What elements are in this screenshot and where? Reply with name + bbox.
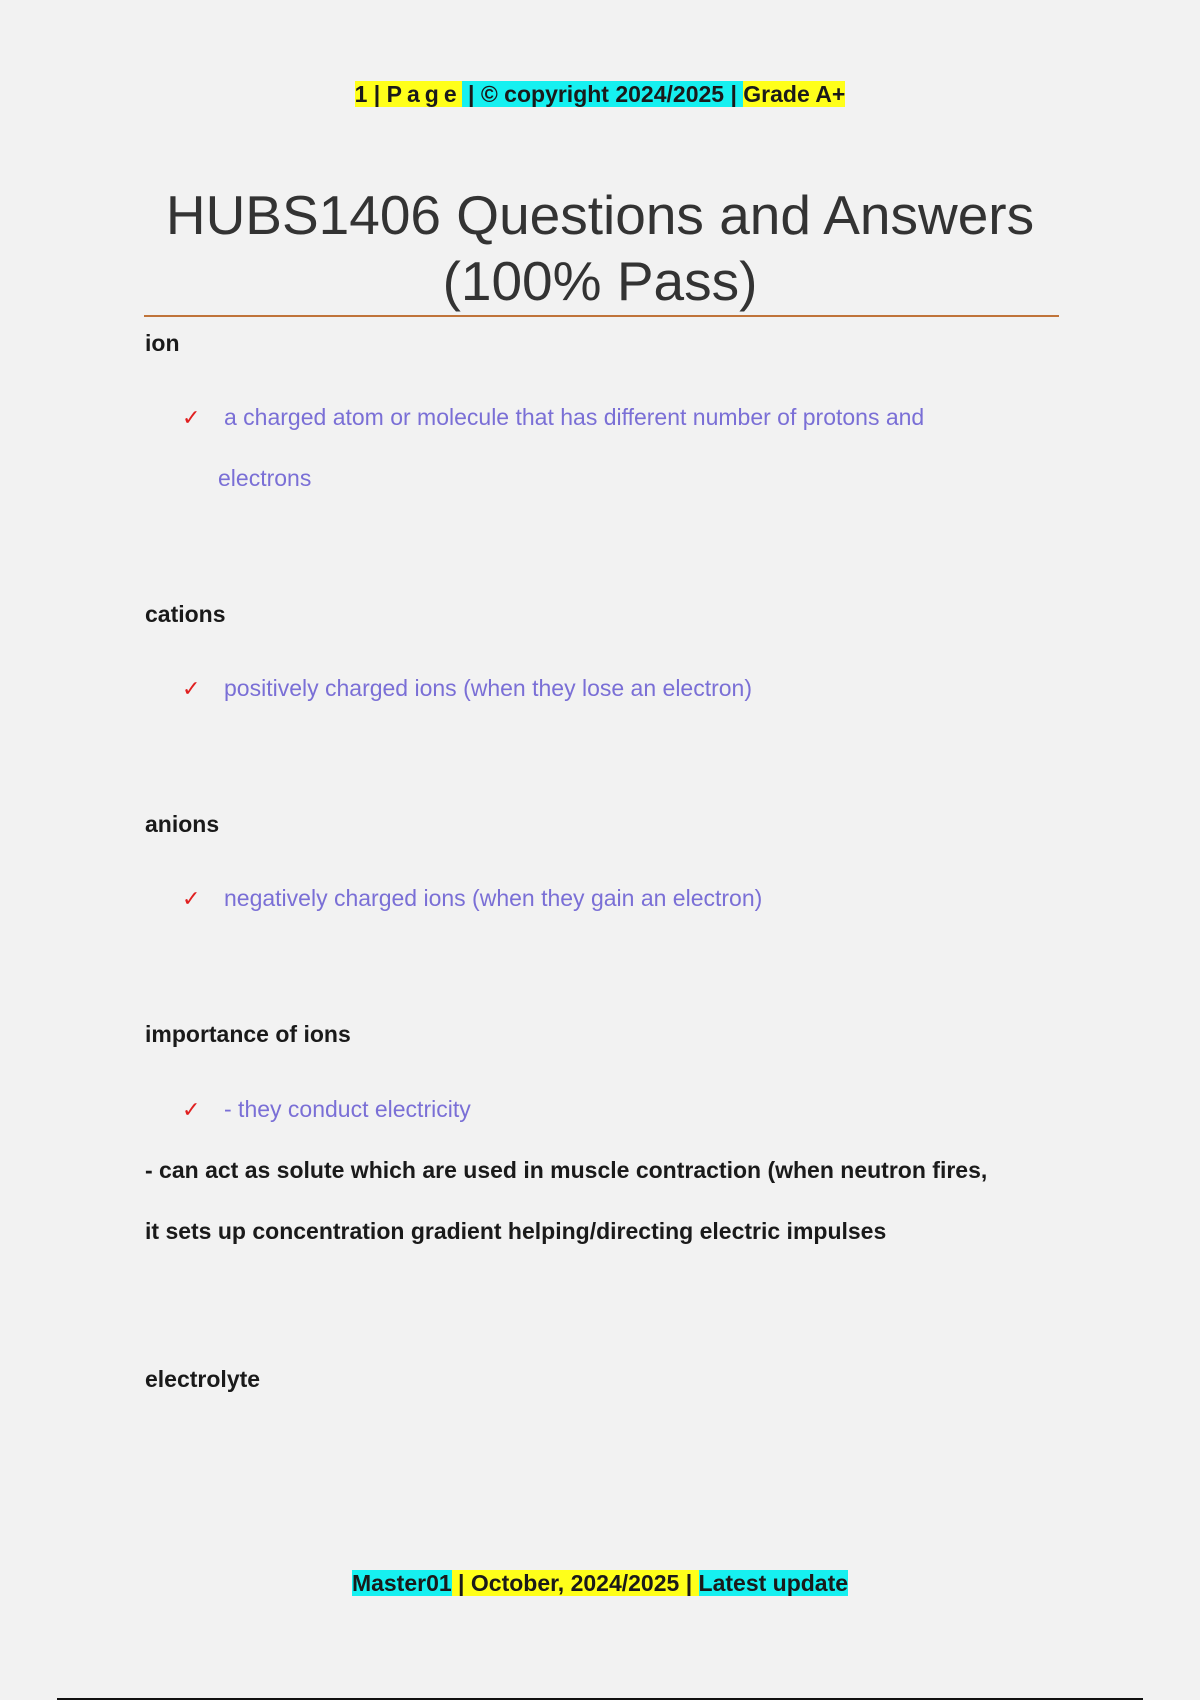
term-importance-of-ions: importance of ions [145, 1021, 351, 1047]
title-divider [144, 315, 1059, 317]
page-number: 1 | Page [354, 81, 462, 107]
answer-anions-text: negatively charged ions (when they gain an electron) [224, 885, 763, 911]
author-label: Master01 [351, 1570, 452, 1596]
date-label: | October, 2024/2025 | [451, 1570, 699, 1596]
copyright-notice: | © copyright 2024/2025 | [461, 81, 744, 107]
answer-cations-text: positively charged ions (when they lose an electron) [224, 675, 753, 701]
grade-badge: Grade A+ [743, 81, 846, 107]
answer-cations [182, 658, 1062, 719]
answer-anions [182, 868, 1062, 929]
term-anions: anions [145, 811, 220, 837]
term-cations: cations [145, 601, 226, 627]
check-icon: ✓ [182, 1097, 201, 1122]
term-ion: ion [145, 330, 180, 356]
importance-extra-line-1: - can act as solute which are used in muscle contraction (when neutron fires, [145, 1157, 988, 1183]
title-line-1: HUBS1406 Questions and Answers [165, 184, 1035, 246]
answer-importance [182, 1079, 1062, 1140]
answer-importance-text: - they conduct electricity [224, 1096, 471, 1122]
document-title [120, 182, 1080, 314]
answer-ion-line-1: a charged atom or molecule that has different number of protons and [224, 404, 925, 430]
page-header [0, 76, 1200, 112]
check-icon: ✓ [182, 886, 201, 911]
answer-ion-line-2: electrons [218, 465, 312, 491]
page-footer [0, 1566, 1200, 1600]
importance-extra-line-2: it sets up concentration gradient helping/directing electric impulses [145, 1218, 887, 1244]
update-label: Latest update [698, 1570, 849, 1596]
title-line-2: (100% Pass) [442, 250, 758, 312]
term-electrolyte: electrolyte [145, 1366, 261, 1392]
importance-extra-text [145, 1140, 1075, 1262]
check-icon: ✓ [182, 405, 201, 430]
answer-ion [182, 387, 1062, 509]
check-icon: ✓ [182, 676, 201, 701]
